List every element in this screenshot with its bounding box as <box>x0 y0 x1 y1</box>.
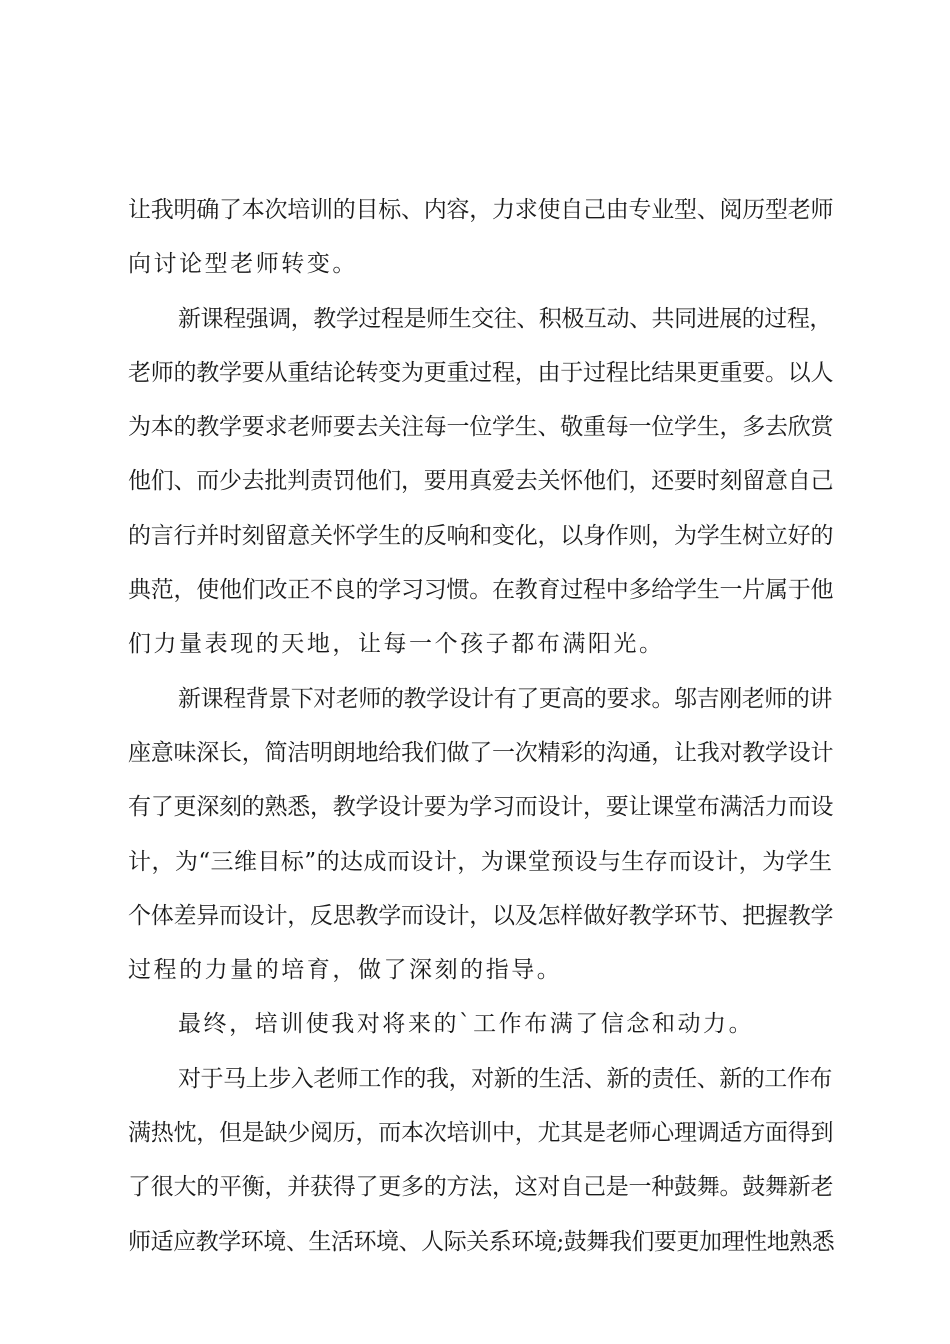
text-line: 老师的教学要从重结论转变为更重过程，由于过程比结果更重要。以人 <box>128 359 834 386</box>
text-line: 向讨论型老师转变。 <box>128 251 358 278</box>
text-line: 满热忱，但是缺少阅历，而本次培训中，尤其是老师心理调适方面得到 <box>128 1120 834 1147</box>
text-line: 们力量表现的天地，让每一个孩子都布满阳光。 <box>128 631 665 658</box>
text-line: 新课程强调，教学过程是师生交往、积极互动、共同进展的过程， <box>178 305 832 332</box>
text-line: 对于马上步入老师工作的我，对新的生活、新的责任、新的工作布 <box>178 1065 832 1092</box>
text-line: 典范，使他们改正不良的学习习惯。在教育过程中多给学生一片属于他 <box>128 577 834 604</box>
text-line: 了很大的平衡，并获得了更多的方法，这对自己是一种鼓舞。鼓舞新老 <box>128 1174 834 1201</box>
text-line: 的言行并时刻留意关怀学生的反响和变化，以身作则，为学生树立好的 <box>128 522 834 549</box>
text-line: 新课程背景下对老师的教学设计有了更高的要求。邬吉刚老师的讲 <box>178 685 832 712</box>
text-line: 最终，培训使我对将来的`工作布满了信念和动力。 <box>178 1011 755 1038</box>
text-line: 让我明确了本次培训的目标、内容，力求使自己由专业型、阅历型老师 <box>128 197 834 223</box>
text-line: 过程的力量的培育，做了深刻的指导。 <box>128 957 563 984</box>
text-line: 座意味深长，简洁明朗地给我们做了一次精彩的沟通，让我对教学设计 <box>128 739 834 766</box>
text-line: 有了更深刻的熟悉，教学设计要为学习而设计，要让课堂布满活力而设 <box>128 794 834 821</box>
text-line: 他们、而少去批判责罚他们，要用真爱去关怀他们，还要时刻留意自己 <box>128 468 834 495</box>
text-line: 个体差异而设计，反思教学而设计，以及怎样做好教学环节、把握教学 <box>128 902 834 929</box>
text-line: 为本的教学要求老师要去关注每一位学生、敬重每一位学生，多去欣赏 <box>128 414 834 441</box>
text-line: 师适应教学环境、生活环境、人际关系环境;鼓舞我们要更加理性地熟悉 <box>128 1228 835 1255</box>
text-line: 计，为“三维目标”的达成而设计，为课堂预设与生存而设计，为学生 <box>128 848 833 875</box>
body-text <box>128 183 834 1269</box>
